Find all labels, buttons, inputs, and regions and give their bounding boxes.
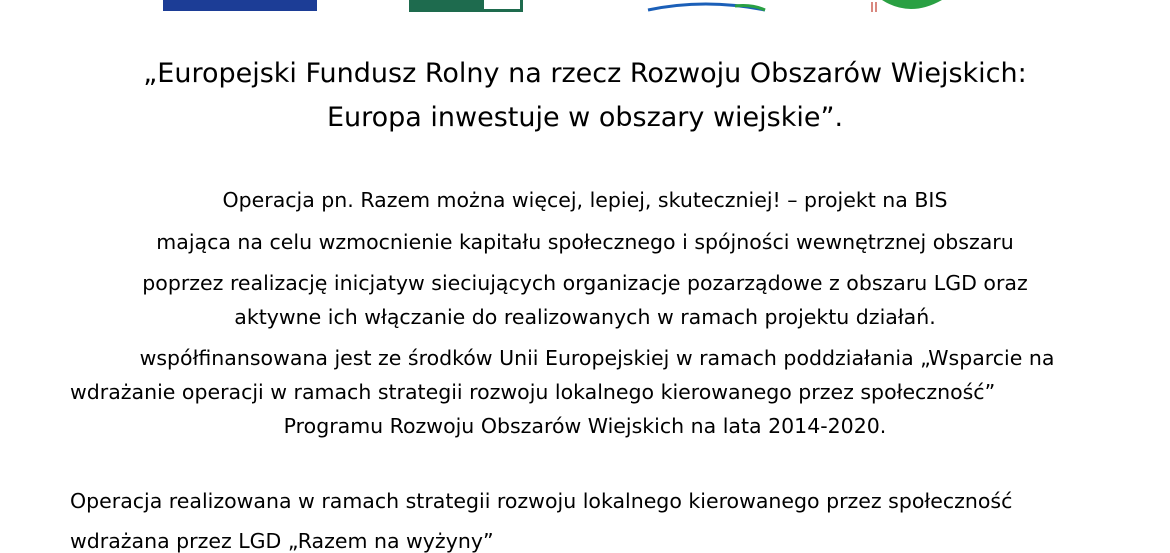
title-line-1: „Europejski Fundusz Rolny na rzecz Rozwoju Obszarów Wiejskich:: [143, 58, 1027, 89]
cofinancing-line-3: Programu Rozwoju Obszarów Wiejskich na lata 2014-2020.: [283, 414, 887, 438]
page-title: [0, 52, 1170, 140]
lgd-logo: [870, 0, 1070, 14]
prow-logo: [640, 0, 770, 14]
operation-line-4: aktywne ich włączanie do realizowanych w ramach projektu działań.: [234, 305, 936, 329]
title-line-2: Europa inwestuje w obszary wiejskie”.: [326, 102, 844, 133]
leader-logo: [409, 0, 523, 12]
eu-flag-logo: [163, 0, 317, 11]
cofinancing-line-1: współfinansowana jest ze środków Unii Europejskiej w ramach poddziałania „Wsparcie na: [139, 346, 1055, 370]
implementation-line-2: wdrażana przez LGD „Razem na wyżyny”: [70, 529, 494, 553]
implementation-line-1: Operacja realizowana w ramach strategii rozwoju lokalnego kierowanego przez społeczność: [70, 489, 1013, 513]
logo-strip: [0, 0, 1170, 20]
operation-line-1: Operacja pn. Razem można więcej, lepiej, skuteczniej! – projekt na BIS: [222, 188, 948, 212]
cofinancing-line-2: wdrażanie operacji w ramach strategii rozwoju lokalnego kierowanego przez społeczność”: [70, 380, 996, 404]
operation-line-3: poprzez realizację inicjatyw sieciujących organizacje pozarządowe z obszaru LGD oraz: [142, 271, 1028, 295]
operation-line-2: mająca na celu wzmocnienie kapitału społecznego i spójności wewnętrznej obszaru: [156, 230, 1014, 254]
